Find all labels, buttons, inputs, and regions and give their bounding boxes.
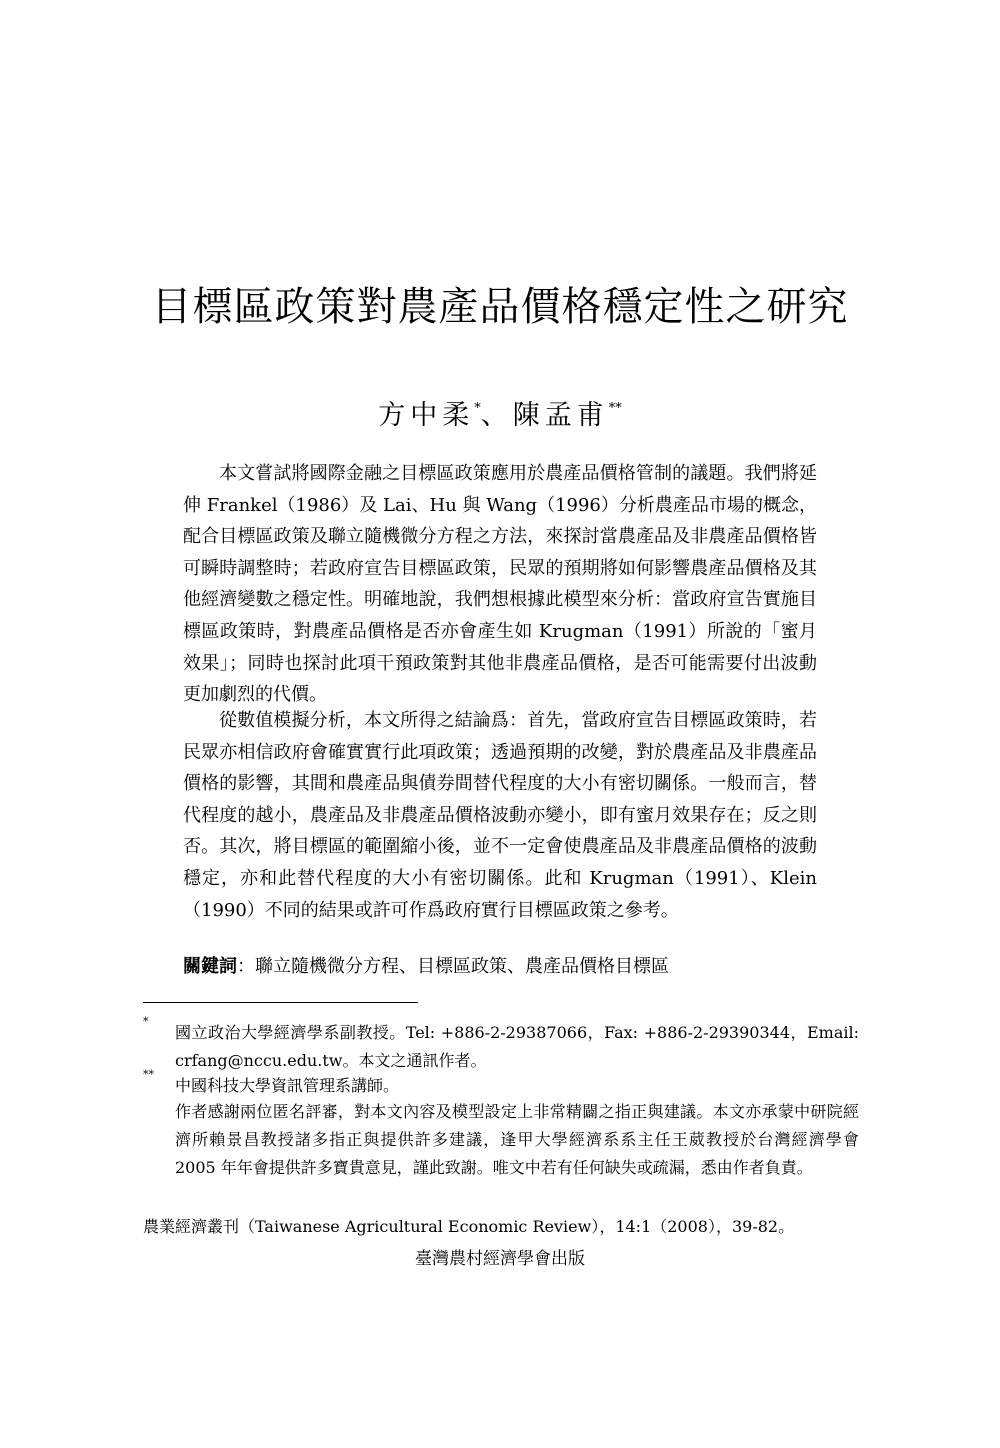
keywords (183, 953, 823, 981)
author-name: 方中柔 (378, 400, 475, 431)
footnote-divider (143, 1002, 418, 1003)
author-name: 陳孟甫 (512, 400, 609, 431)
author-line (0, 391, 1000, 434)
abstract-paragraph-2: 從數值模擬分析，本文所得之結論爲：首先，當政府宣告目標區政策時，若民眾亦相信政府會確實實行此項政策；透過預期的改變，對於農產品及非農產品價格的影響，其間和農產品與債券間替代程度的大小有密切關係。一般而言，替代程度的越小，農產品及非農產品價格波動亦變小，即有蜜月效果存在；反之則否。其次，將目標區的範圍縮小後，並不一定會使農產品及非農產品價格的波動穩定，亦和此替代程度的大小有密切關係。此和 Krugman（1991）、Klein（1990）不同的結果或許可作爲政府實行目標區政策之參考。 (183, 710, 817, 921)
footnote-mark: * (143, 1015, 149, 1028)
acknowledgement (143, 1098, 859, 1182)
keywords-label: 關鍵詞 (183, 956, 237, 977)
paper-title: 目標區政策對農產品價格穩定性之研究 (151, 284, 849, 330)
footnote-marker: ** (608, 401, 622, 416)
keywords-text: ：聯立隨機微分方程、目標區政策、農產品價格目標區 (237, 956, 669, 977)
footnote-text: 國立政治大學經濟學系副教授。Tel: +886-2-29387066，Fax: +886-2-29390344，Email: crfang@nccu.edu.tw。本文之通訊作者。 (175, 1023, 859, 1070)
author-separator: 、 (480, 400, 513, 431)
footnote (143, 1068, 859, 1100)
journal-citation: 農業經濟叢刊（Taiwanese Agricultural Economic Review），14:1（2008），39-82。 (143, 1217, 795, 1236)
footnote-mark: ** (143, 1068, 154, 1081)
abstract-paragraph-1: 本文嘗試將國際金融之目標區政策應用於農產品價格管制的議題。我們將延伸 Frankel（1986）及 Lai、Hu 與 Wang（1996）分析農產品市場的概念，配合目標區政策及聯立隨機微分方程之方法，來探討當農產品及非農產品價格皆可瞬時調整時；若政府宣告目標區政策，民眾的預期將如何影響農產品價格及其他經濟變數之穩定性。明確地說，我們想根據此模型來分析：當政府宣告實施目標區政策時，對農產品價格是否亦會產生如 Krugman（1991）所說的「蜜月效果」；同時也探討此項干預政策對其他非農產品價格，是否可能需要付出波動更加劇烈的代價。 (183, 463, 817, 706)
footnote (143, 1015, 859, 1075)
footnote-marker: * (474, 401, 481, 416)
acknowledgement-text: 作者感謝兩位匿名評審，對本文內容及模型設定上非常精闢之指正與建議。本文亦承蒙中研院經濟所賴景昌教授諸多指正與提供許多建議，逢甲大學經濟系系主任王葳教授於台灣經濟學會 2005 年年會提供許多寶貴意見，謹此致謝。唯文中若有任何缺失或疏漏，悉由作者負責。 (175, 1102, 859, 1177)
publisher-line: 臺灣農村經濟學會出版 (415, 1249, 585, 1269)
footnote-text: 中國科技大學資訊管理系講師。 (175, 1076, 400, 1095)
